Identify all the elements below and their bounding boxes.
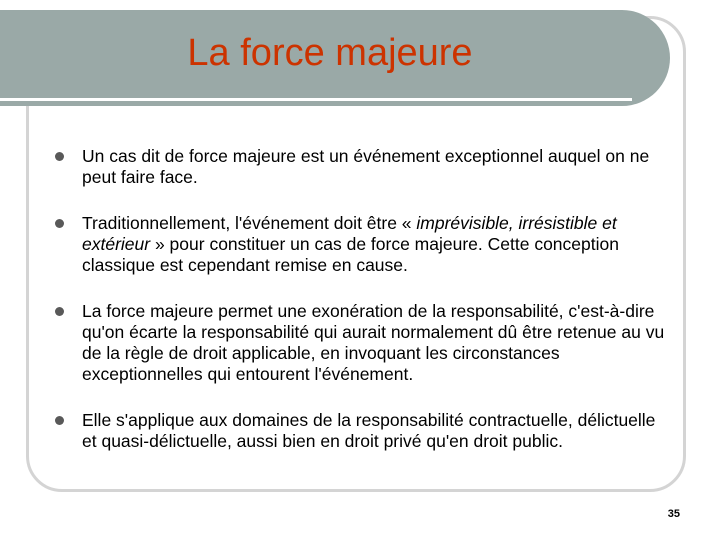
bullet-list xyxy=(52,146,672,452)
bullet-item xyxy=(52,146,672,188)
bullet-dot-icon xyxy=(55,219,64,228)
bullet-dot-icon xyxy=(55,152,64,161)
bullet-text: La force majeure permet une exonération de la responsabilité, c'est-à-dire qu'on écarte la responsabilité qui aurait normalement dû être retenue au vu de la règle de droit applicable, en invoquant les circonstances exceptionnelles qui entourent l'événement. xyxy=(82,301,665,384)
bullet-item xyxy=(52,213,672,276)
bullet-item xyxy=(52,301,672,385)
bullet-emphasis: force majeure xyxy=(189,146,296,166)
bullet-emphasis: imprévisible, irrésistible et extérieur xyxy=(82,213,617,254)
bullet-text: » pour constituer un cas de force majeure. Cette conception classique est cependant remise en cause. xyxy=(82,234,619,275)
page-number: 35 xyxy=(667,508,680,520)
bullet-text: Un cas dit de xyxy=(82,146,189,166)
bullet-text: Traditionnellement, l'événement doit être « xyxy=(82,213,417,233)
bullet-item xyxy=(52,410,672,452)
title-underline xyxy=(0,98,632,101)
bullet-dot-icon xyxy=(55,307,64,316)
bullet-text: Elle s'applique aux domaines de la responsabilité contractuelle, délictuelle et quasi-délictuelle, aussi bien en droit privé qu'en droit public. xyxy=(82,410,656,451)
bullet-dot-icon xyxy=(55,416,64,425)
slide-title: La force majeure xyxy=(187,32,473,74)
bullet-text: est un événement exceptionnel auquel on ne peut faire face. xyxy=(82,146,650,187)
